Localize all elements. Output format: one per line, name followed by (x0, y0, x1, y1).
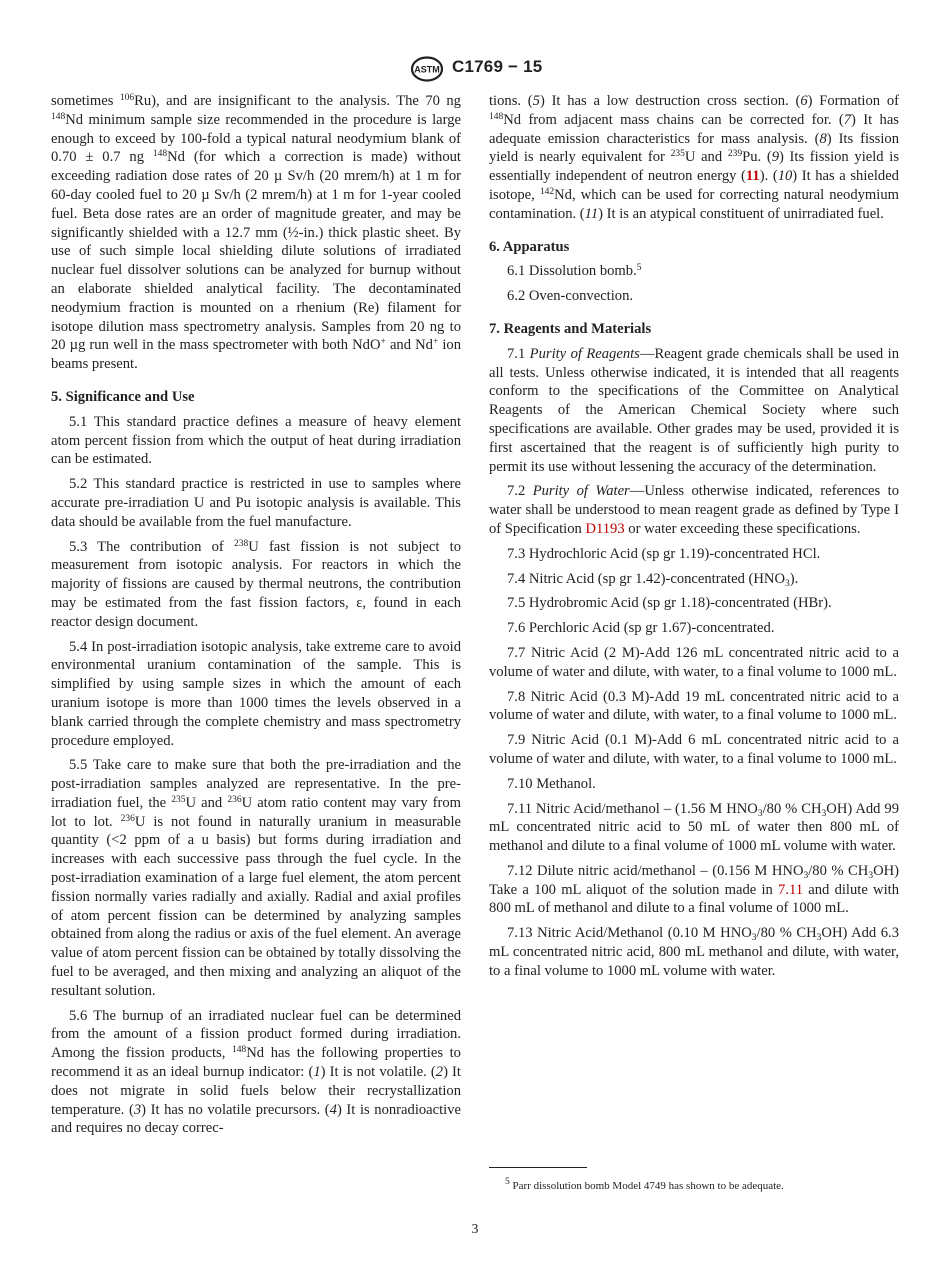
paragraph-7-3: 7.3 Hydrochloric Acid (sp gr 1.19)-concentrated HCl. (507, 545, 821, 562)
page-header (0, 56, 950, 82)
paragraph-5-4: 5.4 In post-irradiation isotopic analysis, take extreme care to avoid environmental uranium contamination of the sample. This is simplified by using sample sizes in which the amount of each uranium isotope is more than 1000 times the levels observed in a blank carried through the complete chemistry and mass spectrometry procedure employed. (51, 638, 461, 749)
paragraph-7-7: 7.7 Nitric Acid (2 M)-Add 126 mL concentrated nitric acid to a volume of water and dilute, with water, to a final volume to 1000 mL. (489, 644, 899, 680)
paragraph-top: sometimes $^{106}$Ru), and are insignificant to the analysis. The 70 ng $^{148}$Nd minimum sample size recommended in the procedure is large enough to exceed by 100-fold a typical natural neodymium blank of 0.70 ± 0.7 ng $^{148}$Nd (for which a correction is made) without exceeding radiation dose rates of 20 µ Sv/h (20 mrem/h) at 1 m for 60-day cooled fuel to 20 µ Sv/h (2 mrem/h) at 1 m for 1-year cooled fuel. Beta dose rates are an order of magnitude greater, and may be significantly shielded with a 12.7 mm (½-in.) thick plastic sheet. By use of such simple local shielding dilute solutions of irradiated nuclear fuel dissolver solutions can be analyzed for burnup without an elaborate shielded analytical facility. The decontaminated neodymium fraction is mounted on a rhenium (Re) filament for isotope dilution mass spectrometry analysis. Samples from 20 ng to 20 µg run well in the mass spectrometer with both NdO+ and Nd+ ion beams present. (51, 93, 462, 373)
footnote-marker: 5 (636, 263, 642, 274)
paragraph-5-5: 5.5 Take care to make sure that both the pre-irradiation and the post-irradiation samples analyzed are representative. In the pre-irradiation fuel, the $^{235}$U and $^{236}$U atom ratio content may vary from lot to lot. $^{236}$U is not found in naturally uranium in measurable quantity (<2 ppm of a u basis) but forms during irradiation and increases with each successive pass through the fuel cycle. In the post-irradiation examination of a large fuel element, the atom percent fission normally varies radially and axially. Radial and axial profiles of atom percent fission can be determined by analyzing samples obtained from along the radius or axis of the fuel element. An average value of atom percent fission can be obtained by totally dissolving the fuel to be averaged, and then mixing and analyzing an aliquot of the resultant solution. (51, 757, 461, 999)
paragraph-7-6: 7.6 Perchloric Acid (sp gr 1.67)-concentrated. (507, 620, 775, 637)
right-column (489, 92, 899, 987)
footnote: $^5$ Parr dissolution bomb Model 4749 has shown to be adequate. (505, 1177, 784, 1192)
paragraph-5-2: 5.2 This standard practice is restricted in use to samples where accurate pre-irradiation U and Pu isotopic analysis is available. This data should be available from the fuel manufacture. (51, 476, 461, 530)
document-id: C1769 − 15 (452, 57, 543, 76)
reference-link-11[interactable]: 11 (745, 168, 760, 185)
left-column (51, 92, 461, 1144)
paragraph-6-2: 6.2 Oven-convection. (507, 288, 634, 305)
paragraph-7-8: 7.8 Nitric Acid (0.3 M)-Add 19 mL concentrated nitric acid to a volume of water and dilute, with water, to a final volume to 1000 mL. (489, 688, 899, 724)
astm-logo-icon (409, 56, 445, 82)
paragraph-7-12: 7.12 Dilute nitric acid/methanol – (0.156 M $HNO_3/80$ % $CH_3OH$) Take a 100 mL aliquot of the solution made in 7.11 and dilute with 800 mL of methanol and dilute to a final volume of 1000 mL. (489, 862, 900, 917)
specification-link-d1193[interactable]: D1193 (585, 520, 625, 537)
paragraph-7-1: 7.1 Purity of Reagents—Reagent grade chemicals shall be used in all tests. Unless otherwise indicated, it is intended that all reagents conform to the specifications of the Committee on Analytical Reagents of the American Chemical Society where such specifications are available. Other grades may be used, provided it is first ascertained that the reagent is of sufficiently high purity to permit its use without lessening the accuracy of the determination. (489, 345, 899, 475)
paragraph-5-3: 5.3 The contribution of $^{238}$U fast fission is not subject to measurement from isotopic analysis. For reactors in which the majority of fissions are caused by thermal neutrons, the contribution may be estimated from the fast fission factors, ε, found in each reactor design document. (51, 538, 461, 630)
section-link-7-11[interactable]: 7.11 (778, 881, 804, 898)
paragraph-5-1: 5.1 This standard practice defines a measure of heavy element atom percent fission from which the output of heat during irradiation can be estimated. (51, 413, 461, 468)
paragraph-5-6-continued: tions. (5) It has a low destruction cross section. (6) Formation of $^{148}$Nd from adjacent mass chains can be corrected for. (7) It has adequate emission characteristics for mass analysis. (8) Its fission yield is nearly equivalent for $^{235}$U and $^{239}$Pu. (9) Its fission yield is essentially independent of neutron energy (11). (10) It has a shielded isotope, $^{142}$Nd, which can be used for correcting natural neodymium contamination. (11) It is an atypical constituent of unirradiated fuel. (489, 93, 900, 222)
paragraph-7-11: 7.11 Nitric Acid/methanol – (1.56 M $HNO_3/80$ % $CH_3OH$) Add 99 mL concentrated nitric acid to 50 mL of water then 800 mL of methanol and dilute to a final volume of 1000 mL volume with water. (489, 800, 899, 855)
paragraph-7-13: 7.13 Nitric Acid/Methanol (0.10 M $HNO_3/80$ % $CH_3OH$) Add 6.3 mL concentrated nitric acid, 800 mL methanol and dilute, with water, to a final volume to 1000 mL volume with water. (489, 925, 899, 979)
section-6-heading: 6. Apparatus (489, 238, 570, 255)
paragraph-7-9: 7.9 Nitric Acid (0.1 M)-Add 6 mL concentrated nitric acid to a volume of water and dilute, with water, to a final volume to 1000 mL. (489, 732, 899, 767)
logo-text: ASTM (414, 64, 440, 75)
footnote-divider (489, 1167, 587, 1168)
section-5-heading: 5. Significance and Use (51, 388, 195, 405)
paragraph-7-2: 7.2 Purity of Water—Unless otherwise indicated, references to water shall be understood to mean reagent grade as defined by Type I of Specification D1193 or water exceeding these specifications. (489, 483, 899, 537)
paragraph-7-5: 7.5 Hydrobromic Acid (sp gr 1.18)-concentrated (HBr). (507, 595, 832, 612)
page-number: 3 (471, 1221, 479, 1236)
paragraph-7-4: 7.4 Nitric Acid (sp gr 1.42)-concentrated $(HNO_3)$. (507, 570, 799, 589)
paragraph-7-10: 7.10 Methanol. (507, 775, 596, 792)
paragraph-5-6: 5.6 The burnup of an irradiated nuclear fuel can be determined from the amount of a fission product formed during irradiation. Among the fission products, $^{148}$Nd has the following properties to recommend it as an ideal burnup indicator: (1) It is not volatile. (2) It does not migrate in solid fuels below their recrystallization temperature. (3) It has no volatile precursors. (4) It is nonradioactive and requires no decay correc- (51, 1007, 462, 1137)
paragraph-6-1: 6.1 Dissolution bomb.$^5$ (507, 263, 642, 280)
section-7-heading: 7. Reagents and Materials (489, 320, 652, 337)
